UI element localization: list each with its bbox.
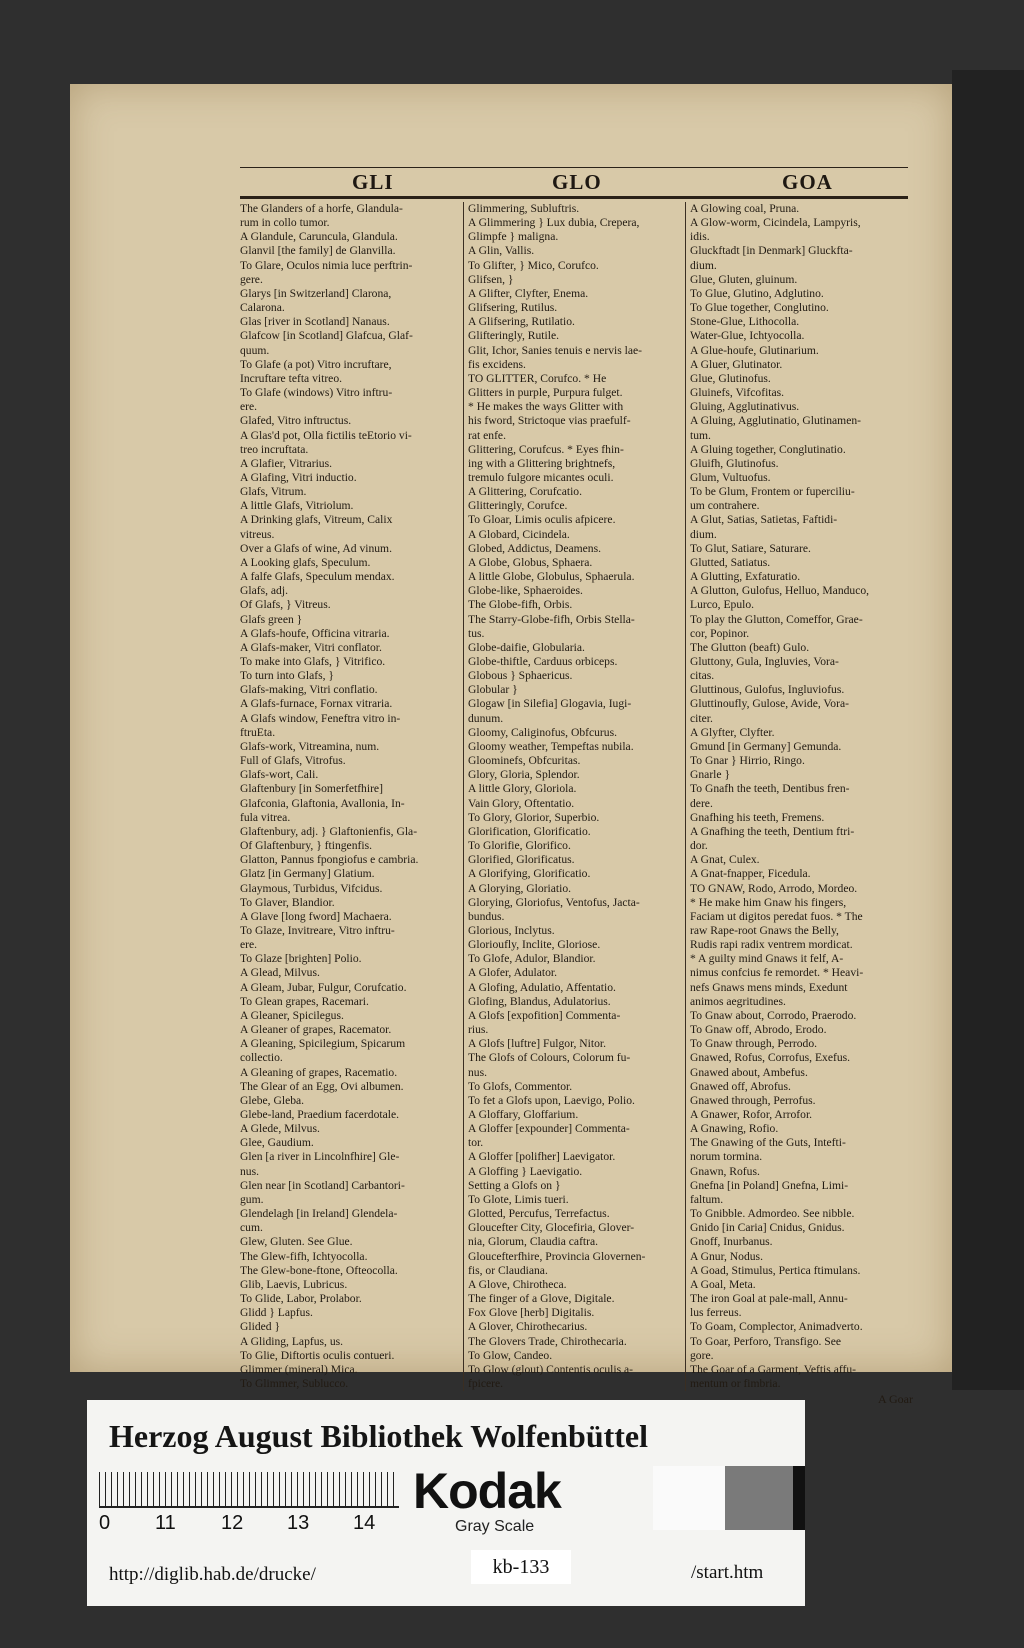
column-left [240, 202, 462, 1391]
entry-line: A Gnawer, Rofor, Arrofor. [690, 1108, 813, 1121]
library-name: Herzog August Bibliothek Wolfenbüttel [109, 1418, 649, 1454]
entry-line: Setting a Glofs on } [468, 1178, 561, 1192]
entry-line: Glitteringly, Corufce. [468, 499, 568, 513]
entry-line: To Gloar, Limis oculis afpicere. [468, 513, 616, 527]
entry-line: citas. [690, 669, 715, 683]
entry-line: dium. [690, 527, 717, 541]
entry-line: A Gloffing } Laevigatio. [468, 1164, 583, 1178]
entry-line: fpicere. [468, 1376, 504, 1390]
entry-line: To Glorifie, Glorifico. [468, 839, 571, 853]
entry-line: A Glafs window, Feneftra vitro in- [240, 711, 401, 725]
entry-line: A Glofing, Adulatio, Affentatio. [468, 980, 616, 994]
entry-line: The Starry-Globe-fifh, Orbis Stella- [468, 612, 635, 626]
entry-line: Gnarle } [690, 768, 731, 782]
entry-line: Gluinefs, Vifcofitas. [690, 386, 785, 400]
entry-line: Gluifh, Glutinofus. [690, 456, 779, 470]
entry-line: nimus confcius fe remordet. * Heavi- [690, 966, 864, 980]
entry-line: To Gnafh the teeth, Dentibus fren- [690, 782, 850, 796]
entry-line: Vain Glory, Oftentatio. [468, 796, 575, 810]
entry-line: A Gluing, Agglutinatio, Glutinamen- [690, 414, 861, 428]
entry-line: Glanvil [the family] de Glanvilla. [240, 244, 396, 258]
entry-line: A Gloffary, Gloffarium. [468, 1108, 579, 1121]
entry-line: ere. [240, 938, 258, 952]
entry-line: fis, or Claudiana. [468, 1263, 548, 1277]
entry-line: lus ferreus. [690, 1306, 742, 1320]
entry-line: Glorified, Glorificatus. [468, 853, 575, 867]
entry-line: Glafs, adj. [240, 584, 288, 598]
entry-line: dunum. [468, 711, 504, 725]
entry-line: animos aegritudines. [690, 994, 786, 1008]
entry-line: Glebe, Gleba. [240, 1093, 305, 1107]
entry-line: Gnafhing his teeth, Fremens. [690, 810, 825, 824]
entry-line: Glafs green } [240, 612, 303, 626]
entry-line: A Glifsering, Rutilatio. [468, 315, 575, 329]
entry-line: A Glave [long fword] Machaera. [240, 909, 392, 923]
entry-line: Glimmering, Subluftris. [468, 202, 580, 215]
entry-line: The Goar of a Garment, Veftis affu- [690, 1362, 857, 1376]
entry-line: norum tormina. [690, 1150, 763, 1164]
entry-line: To Glote, Limis tueri. [468, 1192, 569, 1206]
entry-line: Glee, Gaudium. [240, 1136, 314, 1150]
entry-line: The Glutton (beaft) Gulo. [690, 640, 810, 654]
entry-line: A Gnur, Nodus. [690, 1249, 763, 1263]
gray-swatch-mid [725, 1466, 793, 1530]
entry-line: Globular } [468, 683, 518, 697]
gray-scale-label: Gray Scale [455, 1518, 535, 1535]
entry-line: Glebe-land, Praedium facerdotale. [240, 1108, 400, 1121]
entry-line: Glory, Gloria, Splendor. [468, 768, 580, 782]
entry-line: gum. [240, 1192, 264, 1206]
entry-line: A Gleaning, Spicilegium, Spicarum [240, 1037, 406, 1051]
entry-line: A falfe Glafs, Speculum mendax. [240, 570, 395, 584]
entry-line: A Gnat, Culex. [690, 853, 760, 867]
page-shadow [952, 70, 1024, 1390]
entry-line: mentum or fimbria. [690, 1376, 781, 1390]
entry-line: A Gnat-fnapper, Ficedula. [690, 867, 811, 881]
entry-line: To Glory, Glorior, Superbio. [468, 810, 600, 824]
column-middle [463, 202, 684, 1391]
entry-line: Globous } Sphaericus. [468, 669, 573, 683]
entry-line: Stone-Glue, Lithocolla. [690, 315, 800, 329]
entry-line: cor, Popinor. [690, 626, 750, 640]
entry-line: A Glover, Chirothecarius. [468, 1320, 588, 1334]
entry-line: A Glafs-maker, Vitri conflator. [240, 640, 382, 654]
entry-line: Glifsen, } [468, 272, 514, 286]
entry-line: Glided } [240, 1320, 281, 1334]
entry-line: Glum, Vultuofus. [690, 470, 771, 484]
entry-line: To Goar, Perforo, Transfigo. See [690, 1334, 842, 1348]
entry-line: quum. [240, 343, 270, 357]
entry-line: The Gnawing of the Guts, Intefti- [690, 1136, 846, 1150]
entry-line: To Glie, Diftortis oculis contueri. [240, 1348, 395, 1362]
ruler-number: 12 [221, 1512, 244, 1534]
entry-line: Glafs-making, Vitri conflatio. [240, 683, 378, 697]
entry-line: A Gnafhing the teeth, Dentium ftri- [690, 824, 855, 838]
entry-line: gere. [240, 272, 263, 286]
entry-line: A Glimmering } Lux dubia, Crepera, [468, 216, 640, 230]
entry-line: Glaftenbury, adj. } Glaftonienfis, Gla- [240, 824, 418, 838]
entry-line: dium. [690, 258, 717, 272]
entry-line: Over a Glafs of wine, Ad vinum. [240, 541, 392, 555]
ruler-number: 0 [99, 1512, 111, 1534]
entry-line: A Goal, Meta. [690, 1277, 756, 1291]
entry-line: A Gnawing, Rofio. [690, 1122, 779, 1136]
entry-line: Globe-thiftle, Carduus orbiceps. [468, 655, 618, 668]
entry-line: A Glin, Vallis. [468, 244, 535, 258]
entry-line: Water-Glue, Ichtyocolla. [690, 329, 805, 343]
entry-line: * He make him Gnaw his fingers, [690, 895, 847, 909]
entry-line: dor. [690, 839, 708, 853]
entry-line: A Glas'd pot, Olla fictilis teEtorio vi- [240, 428, 412, 442]
entry-line: Faciam ut digitos peredat fuos. * The [690, 909, 863, 923]
entry-line: To Gnaw through, Perrodo. [690, 1037, 818, 1051]
entry-line: Gluttinoufly, Gulose, Avide, Vora- [690, 697, 849, 711]
entry-line: To Glifter, } Mico, Corufco. [468, 258, 599, 272]
start-page-link: /start.htm [691, 1562, 764, 1583]
entry-line: Glorious, Inclytus. [468, 923, 555, 937]
entry-line: Glafconia, Glaftonia, Avallonia, In- [240, 796, 405, 810]
entry-line: To Glare, Oculos nimia luce perftrin- [240, 258, 413, 272]
entry-line: To play the Glutton, Comeffor, Grae- [690, 612, 863, 626]
entry-line: idis. [690, 230, 710, 244]
entry-line: tus. [468, 626, 485, 640]
entry-line: Glendelagh [in Ireland] Glendela- [240, 1207, 398, 1221]
entry-line: TO GLITTER, Corufco. * He [468, 371, 607, 385]
ruler-number: 13 [287, 1512, 310, 1534]
entry-line: Gnido [in Caria] Cnidus, Gnidus. [690, 1221, 845, 1235]
ruler-number: 14 [353, 1512, 376, 1534]
entry-line: The Glovers Trade, Chirothecaria. [468, 1334, 627, 1348]
entry-line: Glorioufly, Inclite, Gloriose. [468, 938, 601, 952]
entry-line: Glas [river in Scotland] Nanaus. [240, 315, 390, 329]
entry-line: Glutted, Satiatus. [690, 555, 771, 569]
entry-line: To Glut, Satiare, Saturare. [690, 541, 811, 555]
entry-line: To Gnibble. Admordeo. See nibble. [690, 1207, 855, 1221]
entry-line: Glogaw [in Silefia] Glogavia, Iugi- [468, 697, 632, 711]
entry-line: A Globe, Globus, Sphaera. [468, 555, 593, 569]
entry-line: The Glear of an Egg, Ovi albumen. [240, 1079, 404, 1093]
entry-line: The Glew-fifh, Ichtyocolla. [240, 1249, 368, 1263]
entry-line: A Glofs [luftre] Fulgor, Nitor. [468, 1037, 607, 1051]
entry-line: Gnefna [in Poland] Gnefna, Limi- [690, 1178, 849, 1192]
entry-line: To fet a Glofs upon, Laevigo, Polio. [468, 1093, 635, 1107]
entry-line: Glotted, Percufus, Terrefactus. [468, 1207, 610, 1221]
entry-line: To Gnaw off, Abrodo, Erodo. [690, 1023, 827, 1037]
entry-line: Gnawed off, Abrofus. [690, 1079, 791, 1093]
entry-line: A Drinking glafs, Vitreum, Calix [240, 513, 393, 527]
entry-line: Glafs-wort, Cali. [240, 768, 319, 782]
gray-swatch-white [653, 1466, 725, 1530]
entry-line: Glen near [in Scotland] Carbantori- [240, 1178, 405, 1192]
entry-line: A Gliding, Lapfus, us. [240, 1334, 344, 1348]
entry-line: Of Glaftenbury, } ftingenfis. [240, 839, 372, 853]
catchword: A Goar [878, 1392, 913, 1406]
entry-line: A Glafs-houfe, Officina vitraria. [240, 626, 390, 640]
entry-line: A Glue-houfe, Glutinarium. [690, 343, 819, 357]
entry-line: fula vitrea. [240, 810, 291, 824]
entry-line: Glen [a river in Lincolnfhire] Gle- [240, 1150, 400, 1164]
entry-line: tor. [468, 1136, 484, 1150]
entry-line: Incruftare tefta vitreo. [240, 371, 343, 385]
entry-line: A Gloffer [expounder] Commenta- [468, 1122, 630, 1136]
entry-line: The finger of a Glove, Digitale. [468, 1292, 615, 1306]
scale-ruler [99, 1472, 399, 1508]
entry-line: ftruEta. [240, 725, 276, 739]
entry-line: * He makes the ways Glitter with [468, 400, 624, 414]
entry-line: A Goad, Stimulus, Pertica ftimulans. [690, 1263, 861, 1277]
entry-line: A Glofs [expofition] Commenta- [468, 1008, 621, 1022]
digital-library-url: http://diglib.hab.de/drucke/ [109, 1564, 316, 1585]
entry-line: A Glut, Satias, Satietas, Faftidi- [690, 513, 838, 527]
entry-line: rat enfe. [468, 428, 506, 442]
entry-line: bundus. [468, 909, 505, 923]
entry-line: nus. [468, 1065, 488, 1079]
ruler-number: 11 [155, 1512, 176, 1534]
entry-line: To Glue together, Conglutino. [690, 301, 829, 315]
entry-line: rius. [468, 1023, 489, 1037]
entry-line: citer. [690, 711, 713, 725]
entry-line: Gloomy, Caliginofus, Obfcurus. [468, 725, 617, 739]
entry-line: Fox Glove [herb] Digitalis. [468, 1306, 595, 1320]
entry-line: vitreus. [240, 527, 275, 541]
entry-line: Of Glafs, } Vitreus. [240, 598, 331, 612]
entry-line: Globe-like, Sphaeroides. [468, 584, 583, 598]
entry-line: A Gluer, Glutinator. [690, 357, 783, 371]
entry-line: A Glafing, Vitri inductio. [240, 470, 357, 484]
entry-line: Rudis rapi radix ventrem mordicat. [690, 938, 853, 952]
entry-line: To Glafe (windows) Vitro inftru- [240, 386, 393, 400]
entry-line: Gmund [in Germany] Gemunda. [690, 739, 842, 753]
entry-line: Gnawed through, Perrofus. [690, 1093, 816, 1107]
entry-line: To Glean grapes, Racemari. [240, 994, 369, 1008]
entry-line: To Glofs, Commentor. [468, 1079, 573, 1093]
entry-line: Glimmer (mineral) Mica. [240, 1362, 358, 1376]
entry-line: A Glede, Milvus. [240, 1122, 320, 1136]
entry-line: A Gleaning of grapes, Racematio. [240, 1065, 398, 1079]
entry-line: Gnawed, Rofus, Corrofus, Exefus. [690, 1051, 851, 1065]
entry-line: Glifsering, Rutilus. [468, 301, 558, 315]
entry-line: A Gluing together, Conglutinatio. [690, 442, 846, 456]
entry-line: Gloominefs, Obfcuritas. [468, 754, 581, 768]
entry-line: fis excidens. [468, 357, 526, 371]
entry-line: Gluckftadt [in Denmark] Gluckfta- [690, 244, 853, 258]
entry-line: A Glorying, Gloriatio. [468, 881, 572, 895]
entry-line: A Glifter, Clyfter, Enema. [468, 286, 589, 300]
entry-line: tum. [690, 428, 711, 442]
entry-line: Gloucefter City, Glocefiria, Glover- [468, 1221, 635, 1235]
entry-line: Glib, Laevis, Lubricus. [240, 1277, 348, 1291]
entry-line: raw Rape-root Gnaws the Belly, [690, 923, 839, 937]
entry-line: collectio. [240, 1051, 283, 1065]
entry-line: um contrahere. [690, 499, 760, 513]
entry-line: cum. [240, 1221, 263, 1235]
entry-line: To Glue, Glutino, Adglutino. [690, 286, 824, 300]
entry-line: Globed, Addictus, Deamens. [468, 541, 601, 555]
entry-line: The iron Goal at pale-mall, Annu- [690, 1292, 848, 1306]
entry-line: To Glow (glout) Contentis oculis a- [468, 1362, 634, 1376]
entry-line: A Glafs-furnace, Fornax vitraria. [240, 697, 393, 711]
entry-line: A Glyfter, Clyfter. [690, 725, 775, 739]
kodak-logo: Kodak [413, 1463, 561, 1519]
entry-line: To Glimmer, Sublucco. [240, 1376, 349, 1390]
header-left: GLI [352, 170, 394, 194]
entry-line: A Glutton, Gulofus, Helluo, Manduco, [690, 584, 870, 598]
entry-line: nefs Gnaws mens minds, Exedunt [690, 980, 848, 994]
entry-line: ere. [240, 400, 258, 414]
entry-line: Glidd } Lapfus. [240, 1306, 313, 1320]
entry-line: To Glaver, Blandior. [240, 895, 335, 909]
entry-line: Glafcow [in Scotland] Glafcua, Glaf- [240, 329, 413, 343]
entry-line: Glorification, Glorificatio. [468, 824, 591, 838]
entry-line: Glatz [in Germany] Glatium. [240, 867, 375, 881]
entry-line: Glue, Gluten, gluinum. [690, 272, 798, 286]
entry-line: To Glide, Labor, Prolabor. [240, 1292, 362, 1306]
entry-line: Lurco, Epulo. [690, 598, 755, 612]
entry-line: Glofing, Blandus, Adulatorius. [468, 994, 611, 1008]
entry-line: Gnawed about, Ambefus. [690, 1065, 808, 1079]
entry-line: Glafs, Vitrum. [240, 485, 307, 499]
entry-line: To turn into Glafs, } [240, 669, 334, 683]
entry-line: The Glanders of a horfe, Glandula- [240, 202, 403, 215]
entry-line: A Glow-worm, Cicindela, Lampyris, [690, 216, 861, 230]
entry-line: Glit, Ichor, Sanies tenuis e nervis lae- [468, 343, 643, 357]
entry-line: dere. [690, 796, 713, 810]
entry-line: Glafed, Vitro inftructus. [240, 414, 352, 428]
entry-line: A Glead, Milvus. [240, 966, 320, 980]
entry-line: Glifteringly, Rutile. [468, 329, 560, 343]
entry-line: Gloomy weather, Tempeftas nubila. [468, 739, 634, 753]
entry-line: To Gnaw about, Corrodo, Praerodo. [690, 1008, 857, 1022]
entry-line: Glue, Glutinofus. [690, 371, 771, 385]
column-right [685, 202, 910, 1391]
entry-line: A Glutting, Exfaturatio. [690, 570, 801, 584]
entry-line: his fword, Strictoque vias praefulf- [468, 414, 631, 428]
entry-line: A Globard, Cicindela. [468, 527, 570, 541]
entry-line: Gluttony, Gula, Ingluvies, Vora- [690, 655, 839, 668]
entry-line: The Glew-bone-ftone, Ofteocolla. [240, 1263, 398, 1277]
header-middle: GLO [552, 170, 602, 194]
entry-line: Glatton, Pannus fpongiofus e cambria. [240, 853, 419, 867]
entry-line: Glaymous, Turbidus, Vifcidus. [240, 881, 383, 895]
entry-line: TO GNAW, Rodo, Arrodo, Mordeo. [690, 881, 858, 895]
entry-line: A Gleam, Jubar, Fulgur, Corufcatio. [240, 980, 407, 994]
entry-line: Glarys [in Switzerland] Clarona, [240, 286, 392, 300]
entry-line: To Glafe (a pot) Vitro incruftare, [240, 357, 392, 371]
entry-line: To Glofe, Adulor, Blandior. [468, 952, 596, 966]
entry-line: To Glow, Candeo. [468, 1348, 553, 1362]
gray-swatch-black [793, 1466, 805, 1530]
entry-line: Calarona. [240, 301, 285, 315]
entry-line: A Glorifying, Glorificatio. [468, 867, 591, 881]
entry-line: The Glofs of Colours, Colorum fu- [468, 1051, 631, 1065]
entry-line: Glew, Gluten. See Glue. [240, 1235, 353, 1249]
entry-line: Glorying, Gloriofus, Ventofus, Jacta- [468, 895, 640, 909]
entry-line: Glaftenbury [in Somerfetfhire] [240, 782, 383, 796]
shelf-code: kb-133 [471, 1550, 571, 1584]
entry-line: To make into Glafs, } Vitrifico. [240, 655, 386, 668]
entry-line: To Glaze [brighten] Polio. [240, 952, 362, 966]
entry-line: Full of Glafs, Vitrofus. [240, 754, 346, 768]
entry-line: nus. [240, 1164, 260, 1178]
entry-line: rum in collo tumor. [240, 216, 330, 230]
entry-line: A little Globe, Globulus, Sphaerula. [468, 570, 635, 584]
entry-line: Gluing, Agglutinativus. [690, 400, 800, 414]
entry-line: gore. [690, 1348, 714, 1362]
entry-line: Gloucefterfhire, Provincia Glovernen- [468, 1249, 646, 1263]
entry-line: tremulo fulgore micantes oculi. [468, 470, 614, 484]
entry-line: faltum. [690, 1192, 724, 1206]
header-right: GOA [782, 170, 833, 194]
entry-line: A Gleaner of grapes, Racemator. [240, 1023, 392, 1037]
entry-line: A little Glafs, Vitriolum. [240, 499, 354, 513]
entry-line: To be Glum, Frontem or fuperciliu- [690, 485, 855, 499]
entry-line: Glitters in purple, Purpura fulget. [468, 386, 623, 400]
entry-line: To Glaze, Invitreare, Vitro inftru- [240, 923, 395, 937]
entry-line: To Gnar } Hirrio, Ringo. [690, 754, 805, 768]
entry-line: To Goam, Complector, Animadverto. [690, 1320, 863, 1334]
archive-target-card [87, 1400, 805, 1606]
entry-line: Gnawn, Rofus. [690, 1164, 760, 1178]
entry-line: A Gloffer [polifher] Laevigator. [468, 1150, 616, 1164]
entry-line: A Glittering, Corufcatio. [468, 485, 582, 499]
entry-line: A Glandule, Caruncula, Glandula. [240, 230, 398, 244]
entry-line: Glafs-work, Vitreamina, num. [240, 739, 380, 753]
running-header [240, 167, 908, 199]
entry-line: The Globe-fifh, Orbis. [468, 598, 573, 612]
entry-line: A little Glory, Gloriola. [468, 782, 577, 796]
entry-line: A Glofer, Adulator. [468, 966, 558, 980]
entry-line: A Gleaner, Spicilegus. [240, 1008, 344, 1022]
entry-line: ing with a Glittering brightnefs, [468, 456, 616, 470]
entry-line: Glittering, Corufcus. * Eyes fhin- [468, 442, 624, 456]
entry-line: treo incruftata. [240, 442, 309, 456]
entry-line: Glimpfe } maligna. [468, 230, 559, 244]
entry-line: Globe-daifie, Globularia. [468, 640, 585, 654]
entry-line: Gluttinous, Gulofus, Ingluviofus. [690, 683, 845, 697]
entry-line: * A guilty mind Gnaws it felf, A- [690, 952, 844, 966]
entry-line: A Glove, Chirotheca. [468, 1277, 567, 1291]
entry-line: nia, Glorum, Claudia caftra. [468, 1235, 599, 1249]
dictionary-page [70, 84, 952, 1406]
entry-line: A Glowing coal, Pruna. [690, 202, 800, 215]
entry-line: A Looking glafs, Speculum. [240, 555, 371, 569]
entry-line: Gnoff, Inurbanus. [690, 1235, 773, 1249]
entry-line: A Glafier, Vitrarius. [240, 456, 332, 470]
